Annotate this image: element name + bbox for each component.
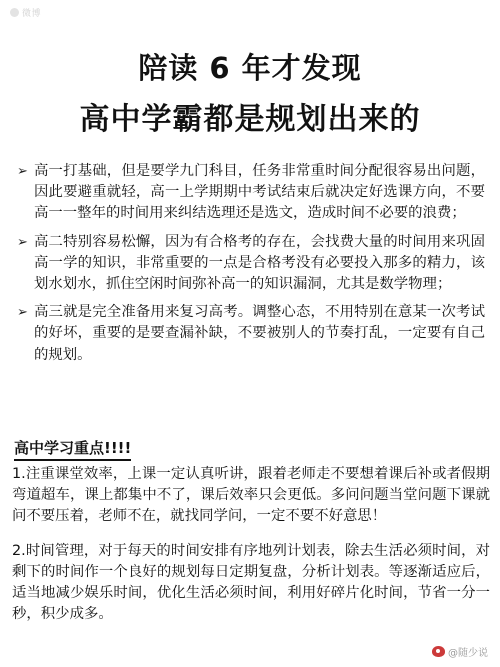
top-watermark [10,6,41,19]
bullet-item-grade-3 [17,302,485,366]
bullet-item-grade-1 [17,161,485,225]
title-line-1: 陪读 6 年才发现 [138,51,362,85]
weibo-logo-icon [432,646,445,657]
top-watermark-text: 微博 [22,9,42,19]
title-line-2: 高中学霸都是规划出来的 [79,102,421,137]
key-points-section [12,437,490,625]
bullet-text: 高一打基础，但是要学九门科目，任务非常重时间分配很容易出问题，因此要避重就轻，高一上学期期中考试结束后就决定好选课方向，不要高一一整年的时间用来纠结选理还是选文，造成时间不必要的浪费； [34,163,485,222]
arrow-bullet-icon: ➢ [17,164,28,179]
bullet-text: 高三就是完全准备用来复习高考。调整心态，不用特别在意某一次考试的好坏，重要的是要查漏补缺，不要被别人的节奏打乱，一定要有自己的规划。 [34,304,485,363]
weibo-logo-icon [10,8,19,17]
bottom-watermark-text: @随少说 [448,648,488,659]
key-points-heading: 高中学习重点!!!! [14,437,131,461]
arrow-bullet-icon: ➢ [17,305,28,321]
bullet-list [17,161,485,373]
bullet-text: 高二特别容易松懈，因为有合格考的存在，会找费大量的时间用来巩固高一学的知识，非常重要的一点是合格考没有必要投入那多的精力，该划水划水，抓住空闲时间弥补高一的知识漏洞，尤其是数学物理； [34,233,485,293]
arrow-bullet-icon: ➢ [17,234,28,250]
key-point-paragraph-2: 2.时间管理，对于每天的时间安排有序地列计划表，除去生活必须时间，对剩下的时间作一个良好的规划每日定期复盘，分析计划表。等逐渐适应后，适当地减少娱乐时间，优化生活必须时间，利用好碎片化时间，节省一分一秒，积少成多。 [12,542,490,623]
key-point-paragraph-1: 1.注重课堂效率，上课一定认真听讲，跟着老师走不要想着课后补或者假期弯道超车，课上都集中不了，课后效率只会更低。多问问题当堂问题下课就问不要压着，老师不在，就找同学问，一定不要不好意思！ [12,466,490,525]
bullet-item-grade-2 [17,232,485,296]
bottom-watermark [432,644,488,659]
